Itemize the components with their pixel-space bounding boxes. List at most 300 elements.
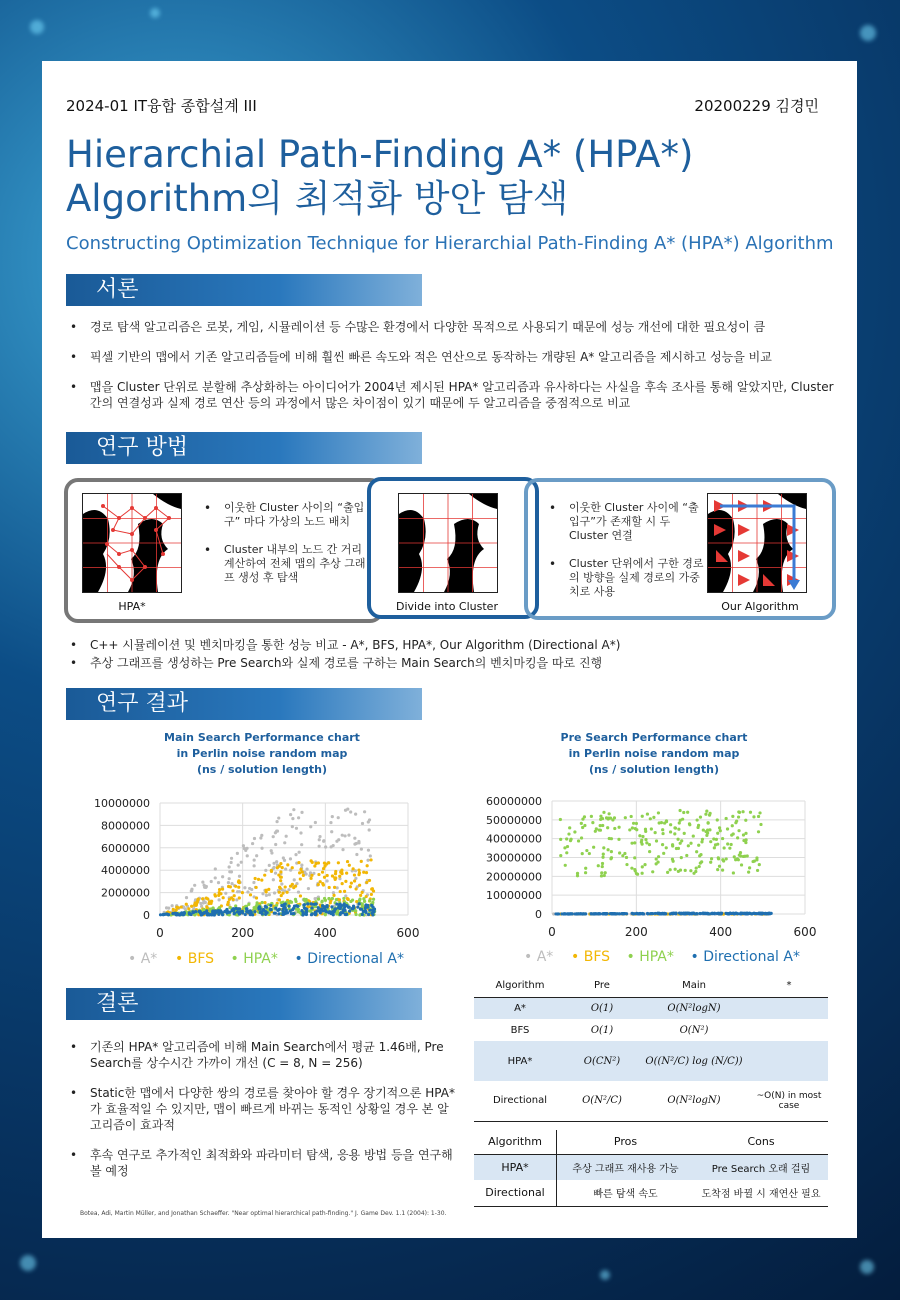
data-point <box>339 903 342 906</box>
data-point <box>366 864 369 867</box>
data-point <box>678 912 681 915</box>
data-point <box>201 897 204 900</box>
section-heading-method: 연구 방법 <box>66 432 422 464</box>
data-point <box>592 912 595 915</box>
data-point <box>270 869 273 872</box>
data-point <box>280 894 283 897</box>
y-tick-label: 60000000 <box>486 795 542 808</box>
data-point <box>602 846 605 849</box>
data-point <box>657 855 660 858</box>
data-point <box>253 837 256 840</box>
data-point <box>280 882 283 885</box>
table-cell: O(N²logN) <box>667 1002 721 1014</box>
data-point <box>679 819 682 822</box>
data-point <box>330 845 333 848</box>
data-point <box>237 863 240 866</box>
y-tick-label: 0 <box>535 908 542 921</box>
data-point <box>355 887 358 890</box>
data-point <box>699 816 702 819</box>
chart-title-line: Main Search Performance chart <box>164 731 360 744</box>
data-point <box>307 887 310 890</box>
data-point <box>230 861 233 864</box>
data-point <box>594 830 597 833</box>
data-point <box>673 826 676 829</box>
legend-entry: • HPA* <box>230 951 278 967</box>
conclusion-bullet-list <box>66 1039 456 1179</box>
data-point <box>311 861 314 864</box>
data-point <box>726 842 729 845</box>
data-point <box>635 872 638 875</box>
data-point <box>764 912 767 915</box>
data-point <box>279 862 282 865</box>
data-point <box>737 810 740 813</box>
data-point <box>364 911 367 914</box>
data-point <box>291 866 294 869</box>
data-point <box>739 912 742 915</box>
data-point <box>281 866 284 869</box>
table-row <box>474 1081 828 1121</box>
data-point <box>757 815 760 818</box>
data-point <box>669 823 672 826</box>
data-point <box>265 894 268 897</box>
data-point <box>577 912 580 915</box>
data-point <box>365 904 368 907</box>
data-point <box>577 839 580 842</box>
data-point <box>732 871 735 874</box>
data-point <box>217 894 220 897</box>
data-point <box>756 869 759 872</box>
data-point <box>237 886 240 889</box>
data-point <box>221 888 224 891</box>
data-point <box>684 869 687 872</box>
data-point <box>717 856 720 859</box>
table-cell: ~O(N) in most case <box>756 1090 822 1111</box>
data-point <box>755 856 758 859</box>
data-point <box>261 901 264 904</box>
data-point <box>601 856 604 859</box>
data-point <box>354 913 357 916</box>
y-tick-label: 30000000 <box>486 851 542 865</box>
data-point <box>165 906 168 909</box>
data-point <box>367 849 370 852</box>
data-point <box>332 911 335 914</box>
data-point <box>250 888 253 891</box>
data-point <box>190 905 193 908</box>
data-point <box>347 833 350 836</box>
data-point <box>716 868 719 871</box>
chart-title-line: (ns / solution length) <box>588 763 720 776</box>
data-point <box>299 894 302 897</box>
data-point <box>317 883 320 886</box>
data-point <box>337 861 340 864</box>
data-point <box>288 905 291 908</box>
data-point <box>305 913 308 916</box>
data-point <box>223 910 226 913</box>
table-cell: O(CN²) <box>583 1055 621 1067</box>
data-point <box>185 903 188 906</box>
data-point <box>323 876 326 879</box>
data-point <box>646 812 649 815</box>
data-point <box>300 863 303 866</box>
data-point <box>352 867 355 870</box>
table-header: Main <box>682 980 706 992</box>
table-cell: Directional <box>474 1180 557 1206</box>
data-point <box>638 912 641 915</box>
data-point <box>365 881 368 884</box>
data-point <box>238 875 241 878</box>
data-point <box>360 848 363 851</box>
data-point <box>367 913 370 916</box>
data-point <box>370 904 373 907</box>
data-point <box>603 874 606 877</box>
data-point <box>696 826 699 829</box>
data-point <box>293 878 296 881</box>
data-point <box>214 867 217 870</box>
data-point <box>661 828 664 831</box>
data-point <box>175 909 178 912</box>
x-tick-label: 0 <box>548 925 556 939</box>
data-point <box>211 909 214 912</box>
data-point <box>716 832 719 835</box>
data-point <box>335 898 338 901</box>
data-point <box>276 866 279 869</box>
data-point <box>660 821 663 824</box>
data-point <box>310 906 313 909</box>
data-point <box>275 820 278 823</box>
data-point <box>334 870 337 873</box>
data-point <box>197 897 200 900</box>
data-point <box>300 811 303 814</box>
table-header: Pre <box>594 980 610 992</box>
data-point <box>351 907 354 910</box>
data-point <box>231 889 234 892</box>
data-point <box>749 811 752 814</box>
poster <box>42 61 857 1238</box>
data-point <box>685 854 688 857</box>
data-point <box>217 913 220 916</box>
section-heading-intro: 서론 <box>66 274 422 306</box>
data-point <box>339 890 342 893</box>
data-point <box>730 843 733 846</box>
data-point <box>274 907 277 910</box>
pros-cons-table <box>474 1130 828 1207</box>
data-point <box>317 861 320 864</box>
data-point <box>716 818 719 821</box>
data-point <box>238 907 241 910</box>
data-point <box>241 891 244 894</box>
data-point <box>165 912 168 915</box>
data-point <box>359 908 362 911</box>
data-point <box>300 843 303 846</box>
data-point <box>580 822 583 825</box>
data-point <box>671 843 674 846</box>
data-point <box>194 910 197 913</box>
data-point <box>569 839 572 842</box>
data-point <box>559 838 562 841</box>
data-point <box>704 813 707 816</box>
data-point <box>361 902 364 905</box>
ours-bullet-list <box>545 501 705 599</box>
data-point <box>350 882 353 885</box>
data-point <box>194 902 197 905</box>
data-point <box>721 869 724 872</box>
data-point <box>255 854 258 857</box>
data-point <box>677 828 680 831</box>
data-point <box>314 897 317 900</box>
data-point <box>628 828 631 831</box>
data-point <box>705 834 708 837</box>
data-point <box>347 906 350 909</box>
data-point <box>360 860 363 863</box>
data-point <box>264 905 267 908</box>
data-point <box>706 829 709 832</box>
data-point <box>728 847 731 850</box>
data-point <box>751 912 754 915</box>
data-point <box>768 912 771 915</box>
data-point <box>269 904 272 907</box>
data-point <box>689 869 692 872</box>
data-point <box>613 827 616 830</box>
data-point <box>709 861 712 864</box>
data-point <box>737 815 740 818</box>
data-point <box>318 845 321 848</box>
data-point <box>576 874 579 877</box>
data-point <box>264 869 267 872</box>
data-point <box>249 893 252 896</box>
chart-title-line: Pre Search Performance chart <box>560 731 748 744</box>
data-point <box>585 849 588 852</box>
data-point <box>566 912 569 915</box>
data-point <box>665 846 668 849</box>
data-point <box>671 912 674 915</box>
data-point <box>361 891 364 894</box>
table-header: * <box>786 980 792 992</box>
data-point <box>338 898 341 901</box>
data-point <box>679 869 682 872</box>
data-point <box>369 858 372 861</box>
data-point <box>228 877 231 880</box>
data-point <box>292 808 295 811</box>
y-tick-label: 2000000 <box>101 886 150 900</box>
data-point <box>608 837 611 840</box>
data-point <box>370 893 373 896</box>
x-tick-label: 200 <box>624 925 648 939</box>
data-point <box>682 811 685 814</box>
data-point <box>313 864 316 867</box>
data-point <box>686 811 689 814</box>
data-point <box>737 829 740 832</box>
data-point <box>309 825 312 828</box>
poster-title <box>66 133 846 221</box>
data-point <box>358 871 361 874</box>
data-point <box>716 843 719 846</box>
data-point <box>740 863 743 866</box>
data-point <box>709 840 712 843</box>
data-point <box>322 840 325 843</box>
list-item: • Cluster 단위에서 구한 경로의 방향을 실제 경로의 가중치로 사용 <box>545 557 705 599</box>
data-point <box>274 872 277 875</box>
table-cell: 빠른 탐색 속도 <box>593 1189 658 1201</box>
data-point <box>341 882 344 885</box>
list-item: • 픽셀 기반의 맵에서 기존 알고리즘들에 비해 훨씬 빠른 속도와 적은 연산으로 동작하는 개량된 A* 알고리즘을 제시하고 성능을 비교 <box>66 349 841 365</box>
data-point <box>731 815 734 818</box>
data-point <box>286 863 289 866</box>
table-cell: O(1) <box>590 1002 614 1014</box>
data-point <box>183 911 186 914</box>
method-bullet-list <box>66 637 841 671</box>
data-point <box>329 901 332 904</box>
data-point <box>313 903 316 906</box>
data-point <box>617 838 620 841</box>
data-point <box>697 844 700 847</box>
y-tick-label: 20000000 <box>486 870 542 884</box>
table-cell: 추상 그래프 재사용 가능 <box>572 1163 679 1175</box>
data-point <box>171 912 174 915</box>
data-point <box>597 864 600 867</box>
background-glow <box>150 8 160 18</box>
data-point <box>715 838 718 841</box>
data-point <box>368 828 371 831</box>
data-point <box>221 875 224 878</box>
data-point <box>270 908 273 911</box>
data-point <box>297 816 300 819</box>
data-point <box>676 838 679 841</box>
data-point <box>744 841 747 844</box>
data-point <box>252 906 255 909</box>
table-cell: 도착점 바뀔 시 재연산 필요 <box>701 1189 821 1201</box>
data-point <box>230 857 233 860</box>
background-glow <box>600 1270 610 1280</box>
data-point <box>597 828 600 831</box>
data-point <box>246 890 249 893</box>
data-point <box>292 907 295 910</box>
data-point <box>203 911 206 914</box>
data-point <box>286 891 289 894</box>
data-point <box>633 856 636 859</box>
title-line-1: Hierarchial Path-Finding A* (HPA*) <box>66 133 694 176</box>
table-cell: O((N²/C) log (N/C)) <box>645 1055 743 1067</box>
data-point <box>243 847 246 850</box>
data-point <box>230 870 233 873</box>
data-point <box>698 854 701 857</box>
data-point <box>247 903 250 906</box>
data-point <box>341 848 344 851</box>
y-tick-label: 40000000 <box>486 832 542 846</box>
data-point <box>655 839 658 842</box>
data-point <box>357 869 360 872</box>
data-point <box>707 821 710 824</box>
data-point <box>310 913 313 916</box>
data-point <box>290 901 293 904</box>
list-item: • 맵을 Cluster 단위로 분할해 추상화하는 아이디어가 2004년 제시된 HPA* 알고리즘과 유사하다는 사실을 후속 조사를 통해 알았지만, Cluster간의 연결성과 실제 경로 연산 등의 과정에서 많은 차이점이 있기 때문에 두 알고리즘을 중점적으로 비교 <box>66 379 841 411</box>
table-header-row <box>474 975 828 997</box>
data-point <box>325 879 328 882</box>
data-point <box>276 830 279 833</box>
data-point <box>371 913 374 916</box>
data-point <box>297 861 300 864</box>
data-point <box>711 912 714 915</box>
data-point <box>372 898 375 901</box>
legend-entry: • BFS <box>571 949 611 965</box>
data-point <box>559 854 562 857</box>
list-item: • 추상 그래프를 생성하는 Pre Search와 실제 경로를 구하는 Main Search의 벤치마킹을 따로 진행 <box>66 655 841 671</box>
data-point <box>278 898 281 901</box>
data-point <box>258 905 261 908</box>
data-point <box>362 897 365 900</box>
data-point <box>567 832 570 835</box>
data-point <box>327 897 330 900</box>
data-point <box>692 872 695 875</box>
data-point <box>233 912 236 915</box>
data-point <box>292 886 295 889</box>
data-point <box>270 849 273 852</box>
data-point <box>214 912 217 915</box>
data-point <box>358 898 361 901</box>
data-point <box>641 835 644 838</box>
table-cell: Pre Search 오래 걸림 <box>711 1163 811 1175</box>
table-cell: A* <box>514 1002 526 1014</box>
data-point <box>758 811 761 814</box>
data-point <box>661 832 664 835</box>
data-point <box>227 881 230 884</box>
data-point <box>210 900 213 903</box>
data-point <box>285 909 288 912</box>
ours-caption: Our Algorithm <box>721 600 799 613</box>
data-point <box>277 912 280 915</box>
data-point <box>349 885 352 888</box>
data-point <box>257 878 260 881</box>
poster-subtitle: Constructing Optimization Technique for Hierarchial Path-Finding A* (HPA*) Algorithm <box>66 233 834 254</box>
data-point <box>648 843 651 846</box>
data-point <box>283 841 286 844</box>
table-header-row <box>474 1130 828 1154</box>
data-point <box>345 913 348 916</box>
data-point <box>624 816 627 819</box>
data-point <box>366 859 369 862</box>
data-point <box>590 815 593 818</box>
data-point <box>640 839 643 842</box>
data-point <box>251 842 254 845</box>
data-point <box>300 909 303 912</box>
data-point <box>302 903 305 906</box>
data-point <box>309 877 312 880</box>
table-cell: O(N²logN) <box>667 1095 721 1107</box>
data-point <box>228 865 231 868</box>
data-point <box>618 826 621 829</box>
data-point <box>702 828 705 831</box>
data-point <box>263 874 266 877</box>
data-point <box>757 830 760 833</box>
author-label: 20200229 김경민 <box>694 97 819 115</box>
data-point <box>317 873 320 876</box>
data-point <box>696 818 699 821</box>
x-tick-label: 600 <box>793 925 817 939</box>
data-point <box>649 817 652 820</box>
data-point <box>303 898 306 901</box>
data-point <box>633 841 636 844</box>
data-point <box>227 901 230 904</box>
data-point <box>222 896 225 899</box>
legend-entry: • A* <box>128 951 158 967</box>
data-point <box>752 815 755 818</box>
list-item: • C++ 시뮬레이션 및 벤치마킹을 통한 성능 비교 - A*, BFS, HPA*, Our Algorithm (Directional A*) <box>66 637 841 653</box>
data-point <box>284 885 287 888</box>
data-point <box>677 847 680 850</box>
data-point <box>738 854 741 857</box>
data-point <box>735 820 738 823</box>
data-point <box>339 911 342 914</box>
data-point <box>318 838 321 841</box>
